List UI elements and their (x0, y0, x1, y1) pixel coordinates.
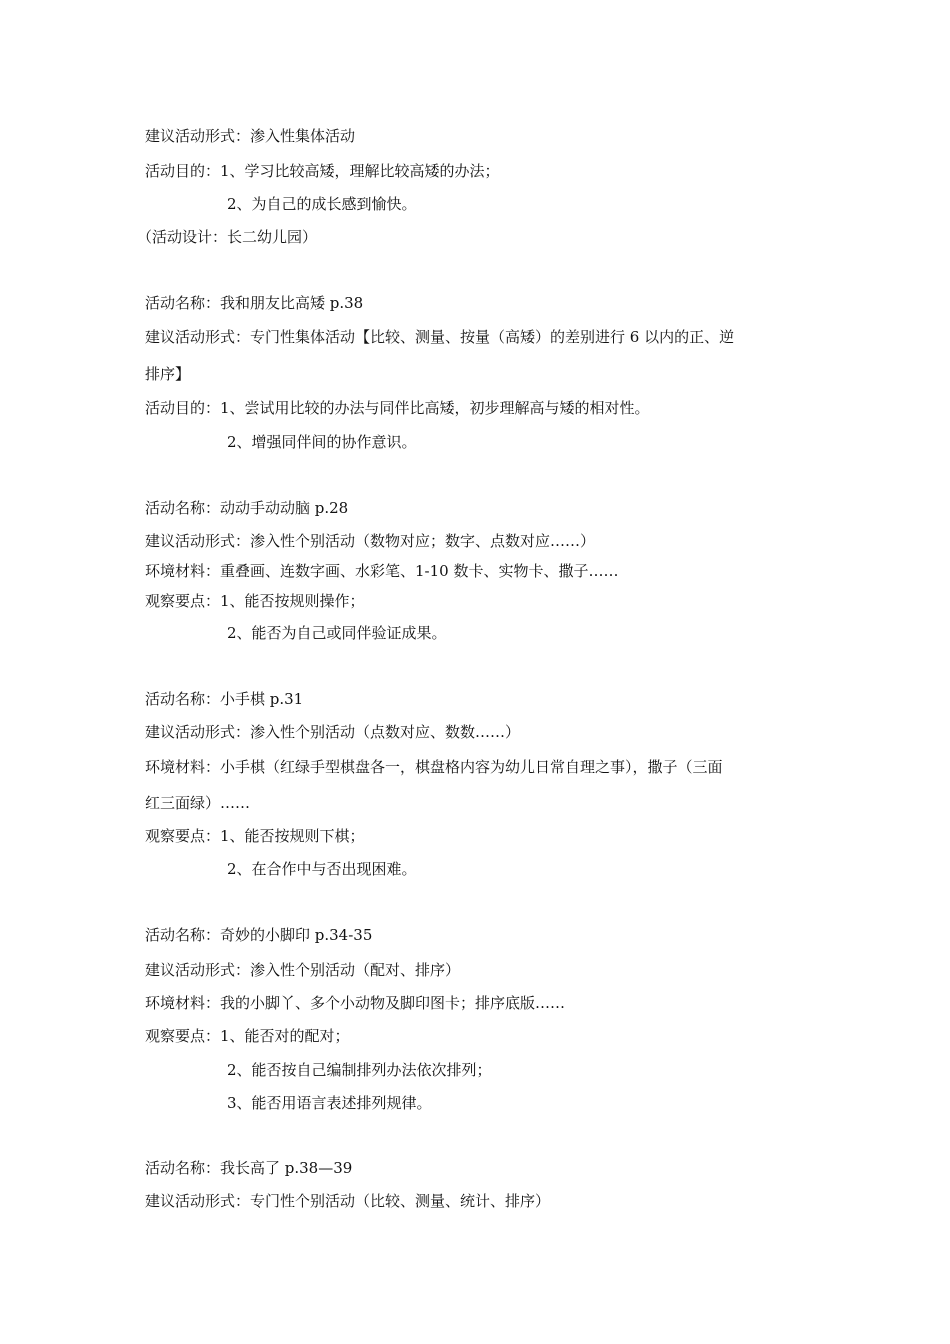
observation-line: 观察要点：1、能否按规则操作； (145, 592, 365, 610)
activity-form-line: 排序】 (145, 365, 191, 383)
activity-form-line: 建议活动形式：渗入性个别活动（配对、排序） (145, 961, 461, 979)
activity-name-line: 活动名称：动动手动动脑 p.28 (145, 499, 349, 517)
observation-line: 2、能否为自己或同伴验证成果。 (227, 624, 447, 642)
activity-goal-line: 活动目的：1、尝试用比较的办法与同伴比高矮，初步理解高与矮的相对性。 (145, 399, 650, 417)
activity-name-line: 活动名称：我长高了 p.38—39 (145, 1159, 353, 1177)
materials-line: 环境材料：重叠画、连数字画、水彩笔、1-10 数卡、实物卡、撒子…… (145, 562, 619, 580)
observation-line: 观察要点：1、能否对的配对； (145, 1027, 350, 1045)
observation-line: 2、在合作中与否出现困难。 (227, 860, 417, 878)
activity-form-line: 建议活动形式：渗入性个别活动（点数对应、数数……） (145, 723, 521, 741)
activity-form-line: 建议活动形式：渗入性个别活动（数物对应；数字、点数对应……） (145, 532, 596, 550)
activity-form-line: 建议活动形式：专门性集体活动【比较、测量、按量（高矮）的差别进行 6 以内的正、逆 (145, 328, 735, 346)
design-credit-line: （活动设计：长二幼儿园） (137, 228, 318, 246)
observation-line: 3、能否用语言表述排列规律。 (227, 1094, 432, 1112)
activity-goal-line: 2、为自己的成长感到愉快。 (227, 195, 417, 213)
activity-goal-line: 活动目的：1、学习比较高矮，理解比较高矮的办法； (145, 162, 500, 180)
activity-form-line: 建议活动形式：渗入性集体活动 (145, 127, 356, 145)
activity-name-line: 活动名称：奇妙的小脚印 p.34-35 (145, 926, 373, 944)
observation-line: 观察要点：1、能否按规则下棋； (145, 827, 365, 845)
materials-line: 环境材料：我的小脚丫、多个小动物及脚印图卡；排序底版…… (145, 994, 566, 1012)
activity-goal-line: 2、增强同伴间的协作意识。 (227, 433, 417, 451)
materials-line: 环境材料：小手棋（红绿手型棋盘各一，棋盘格内容为幼儿日常自理之事），撒子（三面 (145, 758, 723, 776)
activity-form-line: 建议活动形式：专门性个别活动（比较、测量、统计、排序） (145, 1192, 551, 1210)
activity-name-line: 活动名称：我和朋友比高矮 p.38 (145, 294, 364, 312)
activity-name-line: 活动名称：小手棋 p.31 (145, 690, 304, 708)
observation-line: 2、能否按自己编制排列办法依次排列； (227, 1061, 492, 1079)
materials-line: 红三面绿）…… (145, 794, 251, 812)
